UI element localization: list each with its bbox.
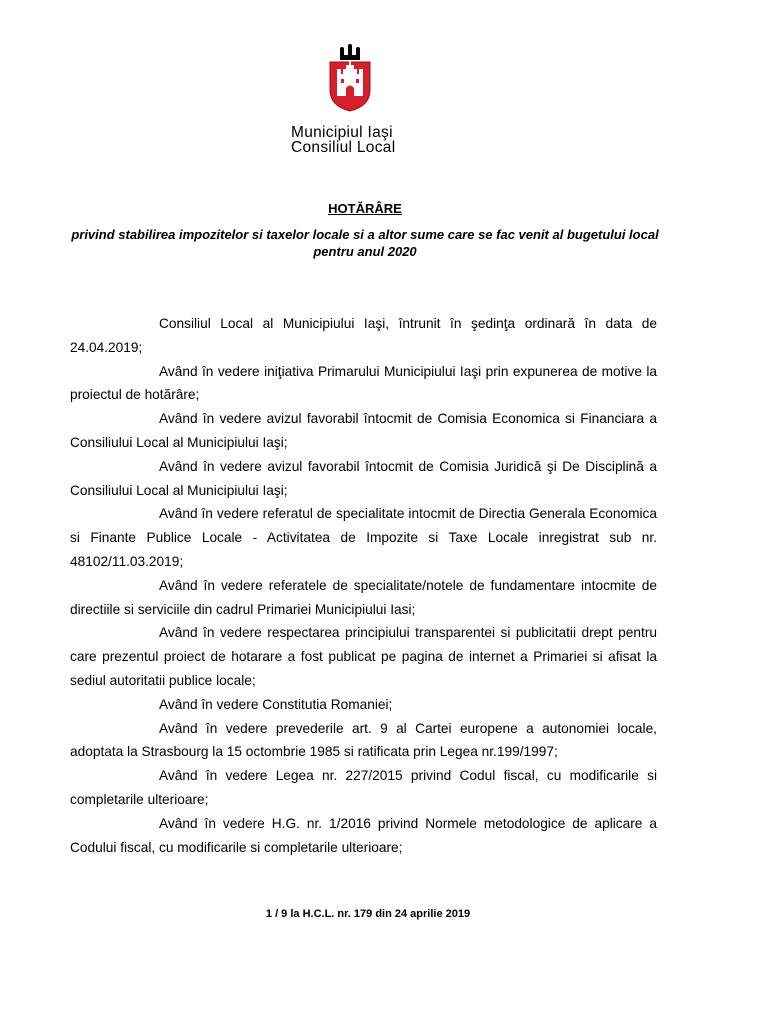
paragraph: Având în vedere Legea nr. 227/2015 privind Codul fiscal, cu modificarile si completarile ulterioare; [70,768,657,807]
document-title [0,201,730,216]
crown-icon [340,44,360,60]
paragraph: Având în vedere prevederile art. 9 al Cartei europene a autonomiei locale, adoptata la Strasbourg la 15 octombrie 1985 si ratificata prin Legea nr.199/1997; [70,720,657,760]
page-footer: 1 / 9 la H.C.L. nr. 179 din 24 aprilie 2019 [265,908,471,920]
institution-name [291,125,491,155]
paragraph: Având în vedere avizul favorabil întocmit de Comisia Juridică şi De Disciplină a Consiliului Local al Municipiului Iaşi; [70,458,657,498]
paragraph: Având în vedere referatul de specialitate intocmit de Directia Generala Economica si Finante Publice Locale - Activitatea de Impozite si Taxe Locale inregistrat sub nr. 48102/11.03.2019; [70,506,657,569]
coat-of-arms-icon [327,44,373,112]
paragraph: Consiliul Local al Municipiului Iaşi, întrunit în şedinţa ordinară în data de 24.04.2019; [70,316,657,355]
paragraph: Având în vedere H.G. nr. 1/2016 privind Normele metodologice de aplicare a Codului fiscal, cu modificarile si completarile ulterioare; [70,815,657,855]
council-name: Consiliul Local [291,139,396,156]
municipality-name: Municipiul Iaşi [291,124,393,141]
paragraph: Având în vedere Constitutia Romaniei; [159,696,393,712]
document-body [70,312,657,859]
document-subtitle: privind stabilirea impozitelor si taxelor locale si a altor sume care se fac venit al bugetului local pentru anul 2020 [71,227,659,259]
paragraph: Având în vedere referatele de specialitate/notele de fundamentare intocmite de directiile si serviciile din cadrul Primariei Municipiului Iasi; [70,577,657,617]
document-title-text: HOTĂRÂRE [328,201,402,216]
paragraph: Având în vedere avizul favorabil întocmit de Comisia Economica si Financiara a Consiliului Local al Municipiului Iaşi; [70,411,657,450]
paragraph: Având în vedere iniţiativa Primarului Municipiului Iaşi prin expunerea de motive la proiectul de hotărâre; [70,363,657,403]
paragraph: Având în vedere respectarea principiului transparentei si publicitatii drept pentru care prezentul proiect de hotarare a fost publicat pe pagina de internet a Primariei si afisat la sediul autoritatii publice locale; [70,625,657,688]
